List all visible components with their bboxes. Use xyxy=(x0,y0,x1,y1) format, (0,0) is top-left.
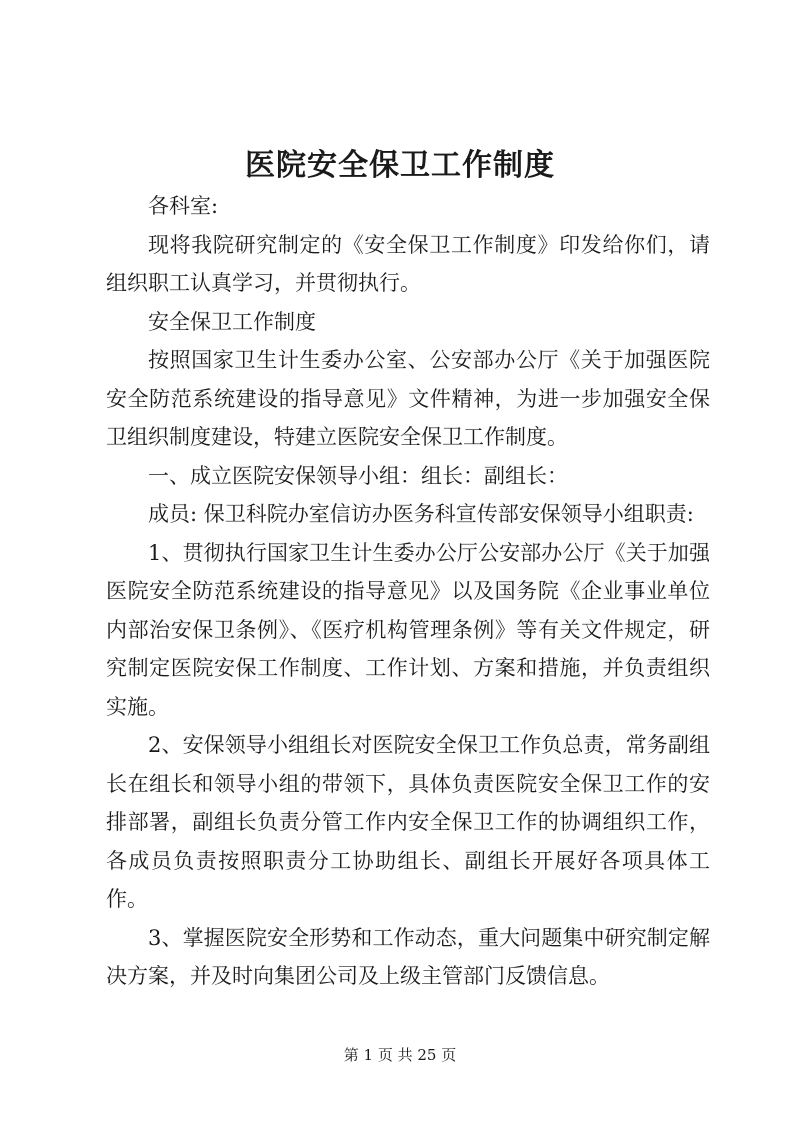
duty-item-1: 1、贯彻执行国家卫生计生委办公厅公安部办公厅《关于加强医院安全防范系统建设的指导意见》以及国务院《企业事业单位内部治安保卫条例》、《医疗机构管理条例》等有关文件规定，研究制定医院安保工作制度、工作计划、方案和措施，并负责组织实施。 xyxy=(106,540,710,719)
document-body xyxy=(106,187,710,996)
group-heading-paragraph: 一、成立医院安保领导小组：组长：副组长： xyxy=(148,463,568,488)
intro-paragraph: 现将我院研究制定的《安全保卫工作制度》印发给你们，请组织职工认真学习，并贯彻执行。 xyxy=(106,232,710,295)
duty-item-3: 3、掌握医院安全形势和工作动态，重大问题集中研究制定解决方案，并及时向集团公司及上级主管部门反馈信息。 xyxy=(106,925,710,988)
purpose-paragraph: 按照国家卫生计生委办公室、公安部办公厅《关于加强医院安全防范系统建设的指导意见》文件精神，为进一步加强安全保卫组织制度建设，特建立医院安全保卫工作制度。 xyxy=(106,348,710,449)
duty-item-2: 2、安保领导小组组长对医院安全保卫工作负总责，常务副组长在组长和领导小组的带领下，具体负责医院安全保卫工作的安排部署，副组长负责分管工作内安全保卫工作的协调组织工作，各成员负责按照职责分工协助组长、副组长开展好各项具体工作。 xyxy=(106,733,710,911)
members-paragraph: 成员: 保卫科院办室信访办医务科宣传部安保领导小组职责: xyxy=(148,502,694,526)
page-footer: 第 1 页 共 25 页 xyxy=(343,1046,457,1064)
document-title: 医院安全保卫工作制度 xyxy=(245,148,555,183)
section-heading: 安全保卫工作制度 xyxy=(148,309,316,334)
salutation-paragraph: 各科室: xyxy=(148,194,219,218)
